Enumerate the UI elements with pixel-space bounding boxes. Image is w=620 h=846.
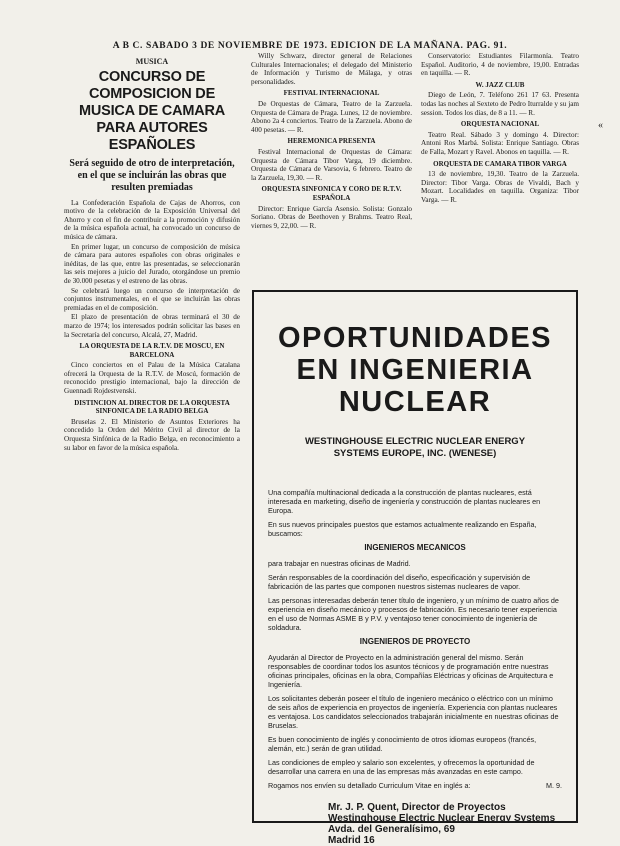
paragraph: El plazo de presentación de obras terminará el 30 de marzo de 1974; los interesados podrán solicitar las bases en la Secretaría del concurso, Alcalá, 27, Madrid.: [64, 313, 240, 339]
paragraph: En primer lugar, un concurso de composición de música de cámara para autores españoles con obras originales e inéditas, de las que, entre las presentadas, se seleccionarán las seis mejores a juicio del Jurado, otorgándose un premio de 30.000 pesetas y el estreno de las obras.: [64, 242, 240, 285]
section-heading: DISTINCION AL DIRECTOR DE LA ORQUESTA SINFONICA DE LA RADIO BELGA: [74, 398, 230, 416]
paragraph: Cinco conciertos en el Palau de la Música Catalana ofrecerá la Orquesta de la R.T.V. de Moscú, formación de reconocido prestigio internacional, bajo la dirección de Guennadi Rojdestvenski.: [64, 361, 240, 396]
subheadline: Será seguido de otro de interpretación, en el que se incluirán las obras que resulten premiadas: [69, 157, 235, 193]
paragraph: 13 de noviembre, 19,30. Teatro de la Zarzuela. Director: Tibor Varga. Obras de Vivaldi, Bach y Mozart. Localidades en taquilla. Organiza: Tibor Varga. — R.: [421, 170, 579, 204]
ad-paragraph: Una compañía multinacional dedicada a la construcción de plantas nucleares, está interesada en marketing, diseño de ingeniería y construcción de plantas nucleares en Europa.: [268, 488, 541, 515]
paragraph: Director: Enrique García Asensio. Solista: Gonzalo Soriano. Obras de Beethoven y Brahms. Teatro Real, viernes 9, 22,00. — R.: [251, 204, 412, 230]
job-advertisement: [252, 290, 578, 846]
ad-paragraph: Los solicitantes deberán poseer el título de ingeniero mecánico o eléctrico con un mínimo de seis años de experiencia en proyectos de ingeniería. Experiencia con plantas nucleares es ventajosa. Los candidatos seleccionados trabajarán inicialmente en nuestras oficinas de Bruselas.: [268, 694, 559, 730]
paragraph: Willy Schwarz, director general de Relaciones Culturales Internacionales; el delegado del Ministerio de Información y Turismo de Málaga, y otras personalidades.: [251, 52, 412, 86]
paragraph: Teatro Real. Sábado 3 y domingo 4. Director: Antoni Ros Marbá. Solista: Enrique Santiago. Obras de Falla, Mozart y Ravel. Abonos en taquilla. — R.: [421, 130, 579, 156]
ad-title-line: EN INGENIERIA: [296, 354, 534, 386]
cta-text: Rogamos nos envíen su detallado Curriculum Vitae en inglés a:: [268, 781, 471, 790]
address-line: Avda. del Generalísimo, 69: [328, 824, 455, 835]
ad-paragraph: Ayudarán al Director de Proyecto en la administración general del mismo. Serán responsables de coordinar todos los asuntos técnicos y de programación entre nuestras oficinas principales, oficinas en la obra, Compañías Eléctricas y oficinas de Arquitectura e Ingeniería.: [268, 653, 554, 689]
address-line: Madrid 16: [328, 835, 375, 846]
address-block: [328, 802, 562, 846]
section-heading: ORQUESTA NACIONAL: [460, 120, 540, 129]
ad-heading-project: INGENIEROS DE PROYECTO: [359, 637, 471, 646]
section-heading: HEREMONICA PRESENTA: [287, 137, 376, 146]
paragraph: De Orquestas de Cámara, Teatro de la Zarzuela. Orquesta de Cámara de Praga. Lunes, 12 de noviembre. Abono 2a 4 conciertos. Teatro de la Zarzuela. Abono de 400 pesetas. — R.: [251, 99, 412, 134]
paragraph: Se celebrará luego un concurso de interpretación de conjuntos instrumentales, en el que se incluirán las obras premiadas en el de composición.: [64, 286, 240, 312]
headline: CONCURSO DE COMPOSICION DE MUSICA DE CAMARA PARA AUTORES ESPAÑOLES: [78, 68, 226, 153]
section-heading: FESTIVAL INTERNACIONAL: [283, 89, 380, 98]
company-line: SYSTEMS EUROPE, INC. (WENESE): [333, 448, 497, 459]
page-header: A B C. SABADO 3 DE NOVIEMBRE DE 1973. EDICION DE LA MAÑANA. PAG. 91.: [112, 41, 508, 51]
ad-paragraph: para trabajar en nuestras oficinas de Madrid.: [268, 559, 411, 568]
paragraph: Festival Internacional de Orquestas de Cámara: Orquesta de Cámara Tibor Varga, 19 diciembre. Orquesta de Cámara de Varsovia, 6 febrero. Teatro de la Zarzuela, 19,30. — R.: [251, 147, 412, 182]
paragraph: Bruselas 2. El Ministerio de Asuntos Exteriores ha concedido la Orden del Mérito Civil al director de la Orquesta Sinfónica de la Radio Belga, en reconocimiento a su labor en favor de la música española.: [64, 417, 240, 452]
ad-paragraph: Serán responsables de la coordinación del diseño, especificación y supervisión de fabricación de las partes que componen nuestros sistemas nucleares de vapor.: [268, 573, 531, 591]
column-1: [64, 58, 240, 818]
paragraph: Diego de León, 7. Teléfono 261 17 63. Presenta todas las noches al Sexteto de Pedro Iturralde y su jam session. Todos los días, de 8 a 11. — R.: [421, 91, 579, 117]
section-heading: LA ORQUESTA DE LA R.T.V. DE MOSCU, EN BARCELONA: [79, 342, 225, 359]
ad-mark: M. 9.: [546, 781, 562, 790]
column-3: [421, 52, 579, 278]
ad-paragraph: Las condiciones de empleo y salario son excelentes, y ofrecemos la oportunidad de desarrollar una carrera en una de las empresas más avanzadas en este campo.: [268, 758, 535, 776]
section-heading: ORQUESTA DE CAMARA TIBOR VARGA: [433, 159, 567, 168]
ad-paragraph: En sus nuevos principales puestos que estamos actualmente realizando en España, buscamos:: [268, 520, 537, 538]
column-2: [251, 52, 412, 278]
paragraph: Conservatorio: Estudiantes Filarmonía. Teatro Español. Auditorio, 4 de noviembre, 19,00. Entradas en taquilla. — R.: [421, 52, 579, 78]
address-line: Mr. J. P. Quent, Director de Proyectos: [328, 802, 506, 813]
ad-paragraph: Es buen conocimiento de inglés y conocimiento de otros idiomas europeos (francés, alemán, etc.) serán de gran utilidad.: [268, 735, 537, 753]
company-line: WESTINGHOUSE ELECTRIC NUCLEAR ENERGY: [304, 436, 526, 447]
margin-mark: «: [598, 120, 603, 131]
ad-company: [254, 436, 576, 460]
ad-title: [254, 322, 576, 418]
ad-heading-mechanical: INGENIEROS MECANICOS: [364, 543, 466, 552]
section-heading: ORQUESTA SINFONICA Y CORO DE R.T.V. ESPAÑOLA: [261, 185, 402, 202]
section-heading: W. JAZZ CLUB: [475, 80, 525, 89]
ad-title-line: OPORTUNIDADES: [277, 322, 553, 354]
section-label-musica: MUSICA: [135, 58, 169, 66]
ad-body: [268, 488, 562, 846]
paragraph: La Confederación Española de Cajas de Ahorros, con motivo de la celebración de la Exposición Universal del Ahorro y con el fin de contribuir a la promoción y difusión de la música española actual, ha convocado un concurso de música de cámara.: [64, 198, 240, 241]
ad-cta: [268, 781, 562, 790]
ad-title-line: NUCLEAR: [338, 386, 492, 418]
ad-paragraph: Las personas interesadas deberán tener título de ingeniero, y un mínimo de cuatro años de experiencia en diseño mecánico y procesos de fabricación. Es necesario tener experiencia en el uso de Normas ASME B y P.V. y ventajoso tener conocimiento de ingeniería de soldadura.: [268, 596, 559, 632]
address-line: Westinghouse Electric Nuclear Energy Systems: [328, 813, 556, 824]
